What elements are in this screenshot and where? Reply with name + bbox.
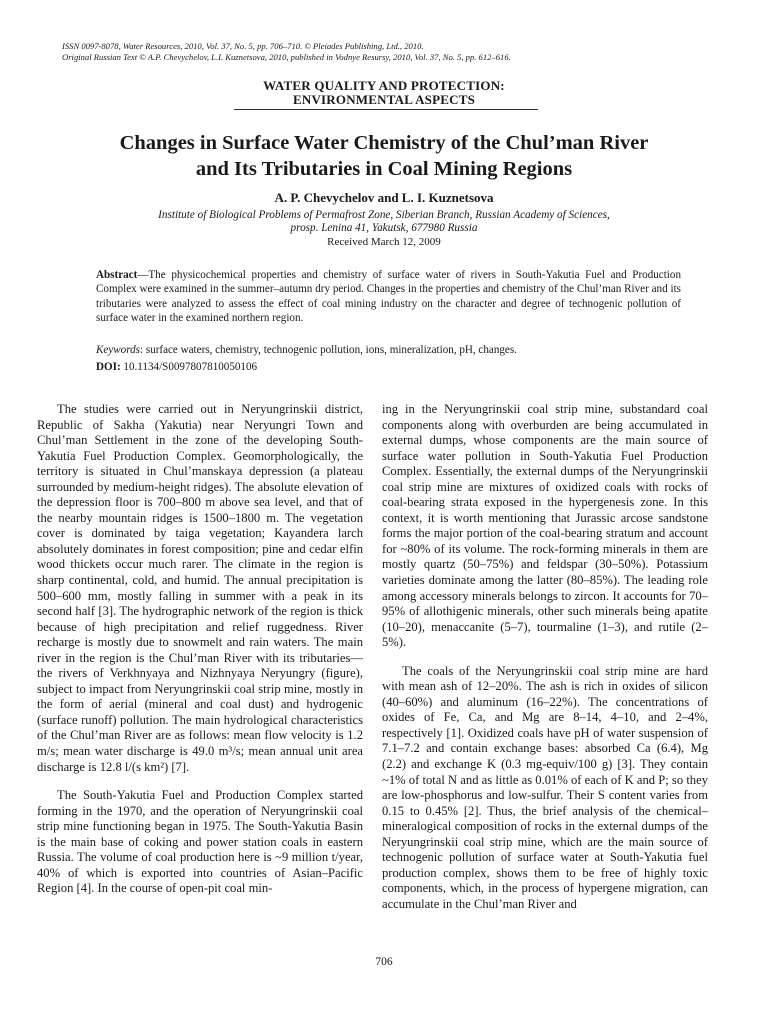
affiliation-line1: Institute of Biological Problems of Permafrost Zone, Siberian Branch, Russian Academy of Sciences, bbox=[158, 209, 610, 221]
received-date: Received March 12, 2009 bbox=[327, 236, 441, 248]
paper-title-line1: Changes in Surface Water Chemistry of the Chul’man River bbox=[119, 132, 649, 154]
section-divider bbox=[234, 109, 538, 110]
journal-citation-line: ISSN 0097-8078, Water Resources, 2010, Vol. 37, No. 5, pp. 706–710. © Pleiades Publishing, Ltd., 2010. bbox=[62, 41, 424, 51]
section-heading-line2: ENVIRONMENTAL ASPECTS bbox=[292, 92, 476, 107]
body-paragraph: The studies were carried out in Neryungrinskii district, Republic of Sakha (Yakutia) near Neryungri Town and Chul’man Settlement in the zone of the developing South-Yakutia Fuel Production Complex. Geomorphologically, the territory is situated in Chul’manskaya depression (a plateau surrounded by medium-height ridges). The absolute elevation of the depression floor is 700–800 m above sea level, and that of the nearby mountain ridges is 1500–1800 m. The vegetation cover is dominated by taiga vegetation; Kayandera larch absolutely dominates in forest composition; pine and cedar elfin wood thickets occur much rarer. The climate in the region is sharp continental, cold, and humid. The annual precipitation is 500–600 mm, mostly falling in summer with a peak in its second half [3]. The hydrographic network of the region is thick because of high precipitation and relief ruggedness. River recharge is mostly due to snowmelt and rain waters. The main river in the region is the Chul’man River with its tributaries—the rivers of Verkhnyaya and Nizhnyaya Neryungry (figure), subject to impact from Neryungrinskii coal strip mine, mostly in the form of aerial (mineral and coal dust) and hydrogenic (surface runoff) pollution. The main hydrological characteristics of the Chul’man River are as follows: mean flow velocity is 1.2 m/s; mean water discharge is 49.0 m³/s; mean annual unit area discharge is 12.8 l/(s km²) [7]. bbox=[37, 402, 363, 774]
abstract bbox=[96, 268, 681, 326]
body-column-left bbox=[37, 402, 363, 897]
abstract-label: Abstract bbox=[96, 269, 138, 281]
body-paragraph: The South-Yakutia Fuel and Production Complex started forming in the 1970, and the operation of Neryungrinskii coal strip mine functioning began in 1975. The South-Yakutia Basin is the main base of coking and power station coals in eastern Russia. The volume of coal production here is ~9 million t/year, 40% of which is exported into countries of Asian–Pacific Region [4]. In the course of open-pit coal min- bbox=[37, 788, 363, 896]
paper-title-line2: and Its Tributaries in Coal Mining Regions bbox=[195, 158, 573, 180]
keywords-text: : surface waters, chemistry, technogenic pollution, ions, mineralization, pH, changes. bbox=[139, 344, 517, 356]
original-text-line: Original Russian Text © A.P. Chevychelov, L.I. Kuznetsova, 2010, published in Vodnye Resursy, 2010, Vol. 37, No. 5, pp. 612–616. bbox=[62, 52, 511, 62]
doi bbox=[96, 361, 257, 373]
section-heading-line1: WATER QUALITY AND PROTECTION: bbox=[263, 78, 505, 93]
doi-label: DOI: bbox=[96, 361, 121, 373]
affiliation-line2: prosp. Lenina 41, Yakutsk, 677980 Russia bbox=[290, 222, 478, 234]
page-number: 706 bbox=[375, 956, 393, 968]
keywords-label: Keywords bbox=[96, 344, 140, 356]
keywords bbox=[96, 344, 681, 356]
body-paragraph: ing in the Neryungrinskii coal strip mine, substandard coal components along with overburden are being accumulated in external dumps, whose components are the main source of surface water pollution in South-Yakutia Fuel Production Complex. Essentially, the external dumps of the Neryungrinskii coal strip mine are mixtures of oxidized coals with rocks of coal-bearing strata exposed in the hypergenesis zone. In this context, it is worth mentioning that Jurassic arcose sandstone forms the major portion of the coal-bearing stratum and account for ~80% of its volume. The rock-forming minerals in them are mostly quartz (50–75%) and feldspar (30–50%). Potassium varieties dominate among the latter (80–85%). The leading role among accessory minerals belongs to zircon. It accounts for 70–95% of allothigenic minerals, other such minerals being apatite (10–20), menaccanite (5–7), tourmaline (1–3), and rutile (2–5%). bbox=[382, 402, 708, 650]
authors: A. P. Chevychelov and L. I. Kuznetsova bbox=[274, 190, 494, 205]
body-paragraph: The coals of the Neryungrinskii coal strip mine are hard with mean ash of 12–20%. The ash is rich in oxides of silicon (40–60%) and aluminum (16–22%). The concentrations of oxides of Fe, Ca, and Mg are 8–14, 4–10, and 2–4%, respectively [1]. Oxidized coals have pH of water suspension of 7.1–7.2 and contain exchange bases: absorbed Ca (6.4), Mg (2.2) and exchange K (0.3 mg-equiv/100 g) [3]. They contain ~1% of total N and as little as 0.01% of each of K and P; so they are low-phosphorus and low-sulfur. Their S content varies from 0.15 to 0.45% [2]. Thus, the brief analysis of the chemical–mineralogical composition of rocks in the external dumps of the Neryungrinskii coal strip mine, which are the main source of technogenic pollution of surface water at South-Yakutia fuel production complex, shows them to be free of highly toxic components, which, in the process of hypergene migration, can accumulate in the Chul’man River and bbox=[382, 663, 708, 911]
abstract-text: —The physicochemical properties and chemistry of surface water of rivers in South-Yakutia Fuel and Production Complex were examined in the summer–autumn dry period. Changes in the properties and chemistry of the Chul’man River and its tributaries were analyzed to assess the effect of coal mining industry on the character and degree of technogenic pollution of surface water in the examined northern region. bbox=[96, 269, 681, 325]
body-column-right bbox=[382, 402, 708, 913]
doi-link[interactable]: 10.1134/S0097807810050106 bbox=[120, 361, 258, 373]
